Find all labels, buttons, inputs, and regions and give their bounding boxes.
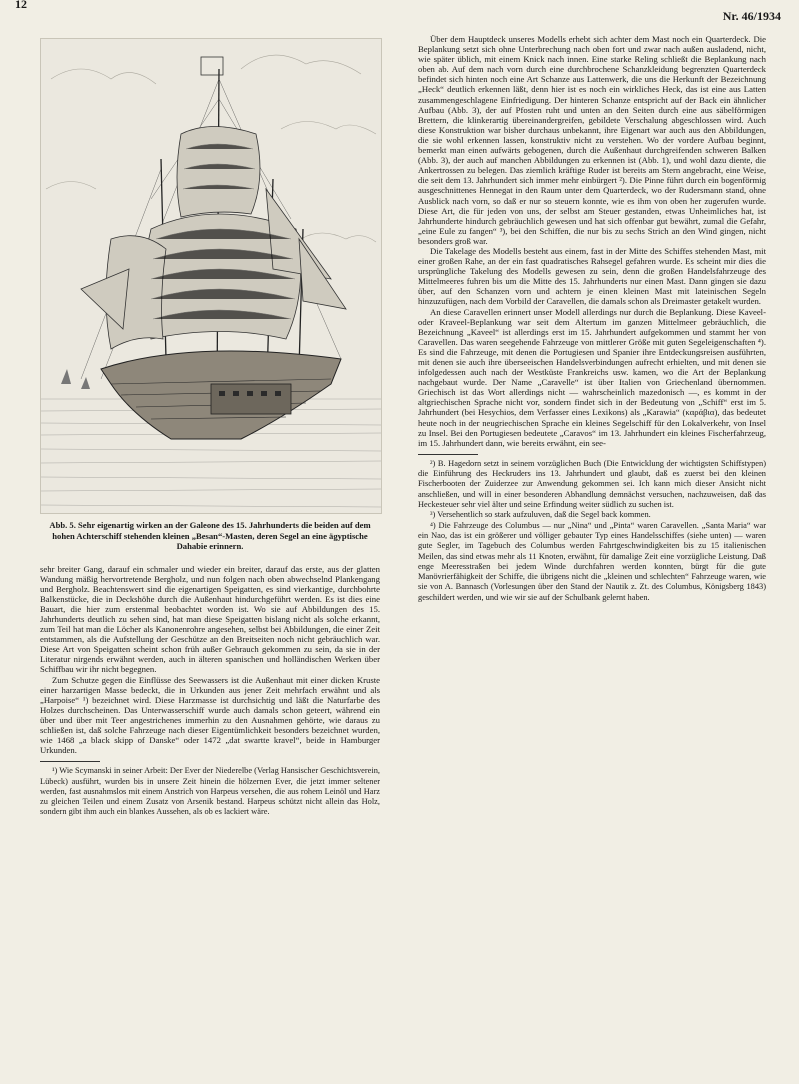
right-column (418, 34, 766, 603)
issue-number: Nr. 46/1934 (722, 9, 781, 23)
galleon-illustration (41, 39, 381, 513)
paragraph: Zum Schutze gegen die Einflüsse des Seewassers ist die Außenhaut mit einer dicken Kruste einer harzartigen Masse bedeckt, die in Urkunden aus jener Zeit mehrfach erwähnt und als „Harpoise“ ¹) bezeichnet wird. Diese Harzmasse ist durchsichtig und läßt die Naturfarbe des Holzes durchscheinen. Das Unterwasserschiff wurde auch damals schon geteert, während ein über und über mit Teer angestrichenes immerhin zu den Ausnahmen gehörte, wie daraus zu schließen ist, daß solche Fahrzeuge nach dieser Eigentümlichkeit besonders bezeichnet wurden, wie 1468 „a black skipp of Danske“ oder 1472 „dat swartte kravel“, beide in Hamburger Urkunden. (40, 674, 380, 756)
left-body-text (40, 564, 380, 756)
footnote: ²) B. Hagedorn setzt in seinem vorzüglichen Buch (Die Entwicklung der wichtigsten Schiffstypen) die Einführung des Heckruders ins 13. Jahrhundert und glaubt, daß es zuerst bei den kleinen Fischerbooten der Zuiderzee zur Anwendung gekommen sei. Ich kann mich dieser Ansicht nicht anschließen, und will in einer besonderen Abhandlung demnächst versuchen, nachzuweisen, daß das Heckesteuer sehr viel älter und seine Erfindung weiter südlich zu suchen ist. (418, 458, 766, 510)
page-number: 12 (15, 0, 27, 11)
paragraph: sehr breiter Gang, darauf ein schmaler und wieder ein breiter, darauf das erste, aus der glatten Wandung mäßig hervortretende Bergholz, und nun folgen nach oben abwechselnd Plankengang und Bergholz. Beachtenswert sind die eigenartigen Speigatten, es sind vierkantige, durchbohrte Balkenstücke, die in Deckshöhe durch die Außenhaut hindurchgeführt werden. Es ist dies eine Bauart, die hier zum erstenmal beobachtet worden ist. Wo sie auf Abbildungen des 15. Jahrhunderts deutlich zu sehen sind, hat man diese Speigatten bislang nicht als solche erkannt, zum Teil hat man die Löcher als Kanonenrohre angesehen, selbst bei Abbildungen, die einer Zeit entstammen, als die Aufstellung der Geschütze an den Breitseiten noch nicht gebräuchlich war. Diese Art von Speigatten scheint schon früh außer Gebrauch gekommen zu sein, da sie in der Literatur nirgends erwähnt werden, auch in älteren spanischen und holländischen Werken über Schiffbau wir ihr nicht begegnen. (40, 563, 380, 675)
paragraph: Die Takelage des Modells besteht aus einem, fast in der Mitte des Schiffes stehenden Mast, mit einer großen Rahe, an der ein fast quadratisches Rahsegel gefahren wurde. Es scheint mir dies die ursprüngliche Takelung des Modells gewesen zu sein, denn die großen Handelsfahrzeuge des Mittelmeeres fuhren bis um die Mitte des 15. Jahrhunderts nur einen Mast. Dann gingen sie dazu über, auf den Schanzen vorn und achtern je einen kleinen Mast mit lateinischen Segeln hinzuzufügen, nach dem Vorbild der Caravellen, die damals schon als Dreimaster getakelt wurden. (418, 245, 766, 307)
footnote-divider (40, 761, 100, 762)
footnote: ³) Versehentlich so stark aufzuluven, daß die Segel back kommen. (430, 510, 651, 520)
left-footnotes (40, 766, 380, 817)
ship-engraving (40, 38, 382, 514)
paragraph: An diese Caravellen erinnert unser Modell allerdings nur durch die Beplankung. Diese Kaveel- oder Kraveel-Beplankung war seit dem Altertum im ganzen Mittelmeer gebräuchlich, die Bezeichnung „Kaveel“ ist allerdings erst im 15. Jahrhundert aufgekommen und stammt her von Caravellen. Das waren seegehende Fahrzeuge von mittlerer Größe mit guten Segeleigenschaften ⁴). Es sind die Fahrzeuge, mit denen die Portugiesen und Spanier ihre Entdeckungsreisen ausführten, mit denen sie auch ihre überseeischen Handelsverbindungen aufrecht erhielten, und mit denen sie infolgedessen auch nach der Westküste Frankreichs usw. kamen, wo die Art der Beplankung nachgebaut wurde. Der Name „Caravelle“ ist über Italien von Griechenland übernommen. Griechisch ist das Wort allerdings nicht — wahrscheinlich mazedonisch —, es kommt in der altgriechischen Sprache nicht vor, sondern findet sich in der Bedeutung von „Schiff“ erst im 5. Jahrhundert (bei Hesychios, dem Verfasser eines Lexikons) als „Karawia“ (καράβια), das bedeutet heute noch in der neugriechischen Sprache ein kleines Segelschiff für den Lokalverkehr, von Insel zu Insel. Bei den Portugiesen bedeutete „Caravos“ im 13. Jahrhundert ein kleines Fischerfahrzeug, im 15. Jahrhundert dann, wie bereits erwähnt, ein see- (418, 306, 766, 448)
right-body-text (418, 34, 766, 448)
footnote: ⁴) Die Fahrzeuge des Columbus — nur „Nina“ und „Pinta“ waren Caravellen. „Santa Maria“ war ein Nao, das ist ein größerer und völliger gebauter Typ eines Handelsschiffes (siehe unten) — waren gute Segler, im Tagebuch des Columbus werden Fahrtgeschwindigkeiten bis zu 15 italienischen Meilen, das sind etwas mehr als 11 Knoten, erwähnt, für damalige Zeit eine vorzügliche Leistung. Daß enge Meeresstraßen bei jedem Winde durchfahren werden konnten, bürgt für die gute Manövrierfähigkeit der Schiffe, die übrigens nicht die „kleinen und schlechten“ Fahrzeuge waren, wie sie von A. Bannasch (Vorlesungen über den Stand der Nautik z. Zt. des Columbus, Königsberg 1843) geschildert werden, und wie wir sie auf der Schulbank gelernt haben. (418, 520, 766, 602)
footnote: ¹) Wie Scymanski in seiner Arbeit: Der Ever der Niederelbe (Verlag Hansischer Geschichtsverein, Lübeck) ausführt, wurden bis in unsere Zeit hinein die hölzernen Ever, die jetzt immer seltener werden, fast ausnahmslos mit einem Anstrich von Harpeus versehen, die aus rohem Leinöl und Harz zu gleichen Teilen und einem Zusatz von Arsenik bestand. Harpeus schützt nicht allein das Holz, sondern gibt ihm auch ein blankes Aussehen, als ob es lackiert wäre. (40, 766, 380, 817)
figure-caption: Abb. 5. Sehr eigenartig wirken an der Galeone des 15. Jahrhunderts die beiden auf dem hohen Achterschiff stehenden kleinen „Besan“-Masten, deren Segel an eine ägyptische Dahabie erinnern. (49, 520, 371, 551)
right-footnotes (418, 459, 766, 603)
left-column (40, 38, 380, 818)
footnote-divider (418, 454, 478, 455)
paragraph: Über dem Hauptdeck unseres Modells erhebt sich achter dem Mast noch ein Quarterdeck. Die Beplankung setzt sich ohne Unterbrechung nach oben fort und zwar nach außen ausladend, nicht, wie später üblich, mit einem Knick nach innen. Eine starke Reling schließt die Beplankung nach oben ab. Auf dem nach vorn durch eine durchbrochene Schanzkleidung begrenzten Quarterdeck befindet sich hinten noch eine Art Schanze aus Lattenwerk, die uns die Herkunft der Bezeichnung „Heck“ deutlich erkennen läßt, denn hier ist es noch ein wirkliches Heck, das ist eine aus Latten zusammengeschlagene Einfriedigung. Der hinteren Schanze entspricht auf der Back ein ähnlicher Aufbau (Abb. 3), der auf Pfosten ruht und unten an den Seiten durch eine aus säbelförmigen Brettern, die klinkerartig übereinandergreifen, gebildete Verschalung abgeschlossen wird. Auch diese Konstruktion war bisher durchaus unbekannt, ihre Eigenart war auch aus den Abbildungen, die sie wohl erkennen lassen, konstruktiv nicht zu verstehen. Wo der vordere Aufbau beginnt, bemerkt man einen aufwärts gebogenen, durch die Außenhaut durchgreifenden schweren Balken (Abb. 3), der auch auf manchen Abbildungen zu erkennen ist (Abb. 1), und wohl dazu diente, die Ankertrossen zu belegen. Das ziemlich kräftige Ruder ist bereits am Stern angebracht, eine Weise, die seit dem 13. Jahrhundert sich immer mehr einbürgert ²). Die Pinne führt durch ein bogenförmig ausgeschnittenes Hennegat in den Raum unter dem Quarterdeck, wo der Rudersmann stand, ohne Ausblick nach vorn, so daß er nur so steuern konnte, wie es ihm von oben her zugerufen wurde. Diese Art, die für jeden von uns, der selbst am Steuer gestanden, etwas Unheimliches hat, ist Jahrhunderte hindurch gebräuchlich gewesen und hat sich offenbar gut bewährt, zumal die Gefahr, „eine Eule zu fangen“ ³), bei den Schiffen, die nur bis zu sechs Strich an den Wind gingen, nicht besonders groß war. (418, 34, 766, 246)
